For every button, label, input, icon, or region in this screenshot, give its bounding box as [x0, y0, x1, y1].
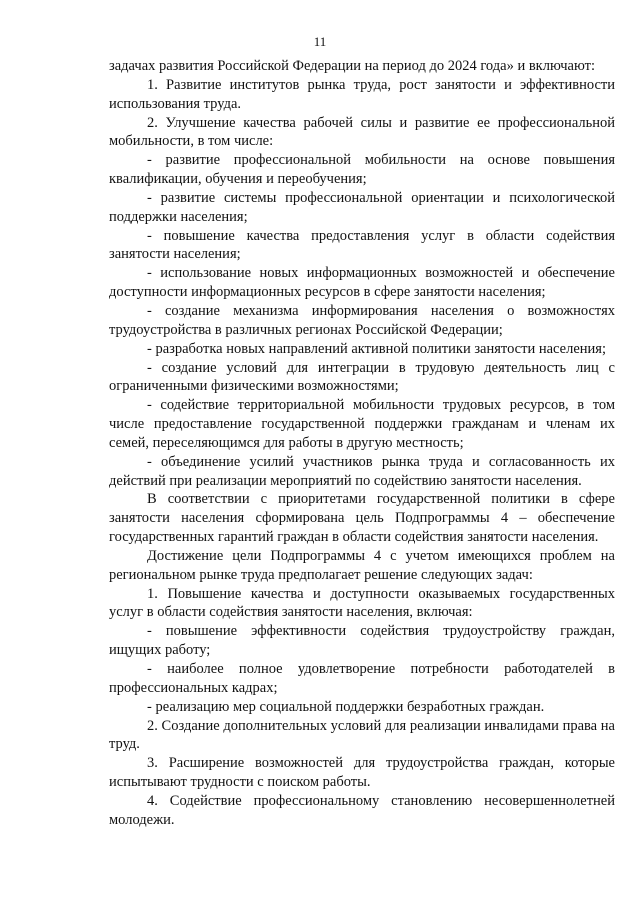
- bullet-item: - объединение усилий участников рынка труда и согласованность их действий при реализации мероприятий по содействию занятости населения.: [109, 453, 615, 489]
- paragraph: Достижение цели Подпрограммы 4 с учетом имеющихся проблем на региональном рынке труда предполагает решение следующих задач:: [109, 547, 615, 583]
- paragraph-continuation: задачах развития Российской Федерации на период до 2024 года» и включают:: [109, 58, 595, 74]
- page-number: 11: [313, 34, 327, 49]
- task-item-1: 1. Повышение качества и доступности оказываемых государственных услуг в области содействия занятости населения, включая:: [109, 585, 615, 621]
- bullet-item: - создание условий для интеграции в трудовую деятельность лиц с ограниченными физическими возможностями;: [109, 359, 615, 395]
- document-body: [109, 57, 615, 830]
- bullet-item: - развитие системы профессиональной ориентации и психологической поддержки населения;: [109, 189, 615, 225]
- bullet-item: - разработка новых направлений активной политики занятости населения;: [147, 340, 606, 357]
- task-item-3: 3. Расширение возможностей для трудоустройства граждан, которые испытывают трудности с поиском работы.: [109, 755, 615, 791]
- bullet-item: - использование новых информационных возможностей и обеспечение доступности информационных ресурсов в сфере занятости населения;: [109, 265, 615, 301]
- paragraph-item-2: 2. Улучшение качества рабочей силы и развитие ее профессиональной мобильности, в том числе:: [109, 114, 615, 150]
- task-item-4: 4. Содействие профессиональному становлению несовершеннолетней молодежи.: [109, 792, 615, 828]
- bullet-item: - повышение эффективности содействия трудоустройству граждан, ищущих работу;: [109, 623, 615, 659]
- bullet-item: - развитие профессиональной мобильности на основе повышения квалификации, обучения и переобучения;: [109, 152, 615, 188]
- paragraph: В соответствии с приоритетами государственной политики в сфере занятости населения сформирована цель Подпрограммы 4 – обеспечение государственных гарантий граждан в области содействия занятости населения.: [109, 491, 615, 546]
- bullet-item: - реализацию мер социальной поддержки безработных граждан.: [147, 698, 545, 715]
- task-item-2: 2. Создание дополнительных условий для реализации инвалидами права на труд.: [109, 717, 615, 753]
- bullet-item: - содействие территориальной мобильности трудовых ресурсов, в том числе предоставление государственной поддержки гражданам и членам их семей, переселяющимся для работы в другую местность;: [109, 397, 615, 451]
- bullet-item: - наиболее полное удовлетворение потребности работодателей в профессиональных кадрах;: [109, 661, 615, 696]
- paragraph-item-1: 1. Развитие институтов рынка труда, рост занятости и эффективности использования труда.: [109, 76, 615, 112]
- bullet-item: - создание механизма информирования населения о возможностях трудоустройства в различных регионах Российской Федерации;: [109, 302, 615, 338]
- bullet-item: - повышение качества предоставления услуг в области содействия занятости населения;: [109, 227, 615, 263]
